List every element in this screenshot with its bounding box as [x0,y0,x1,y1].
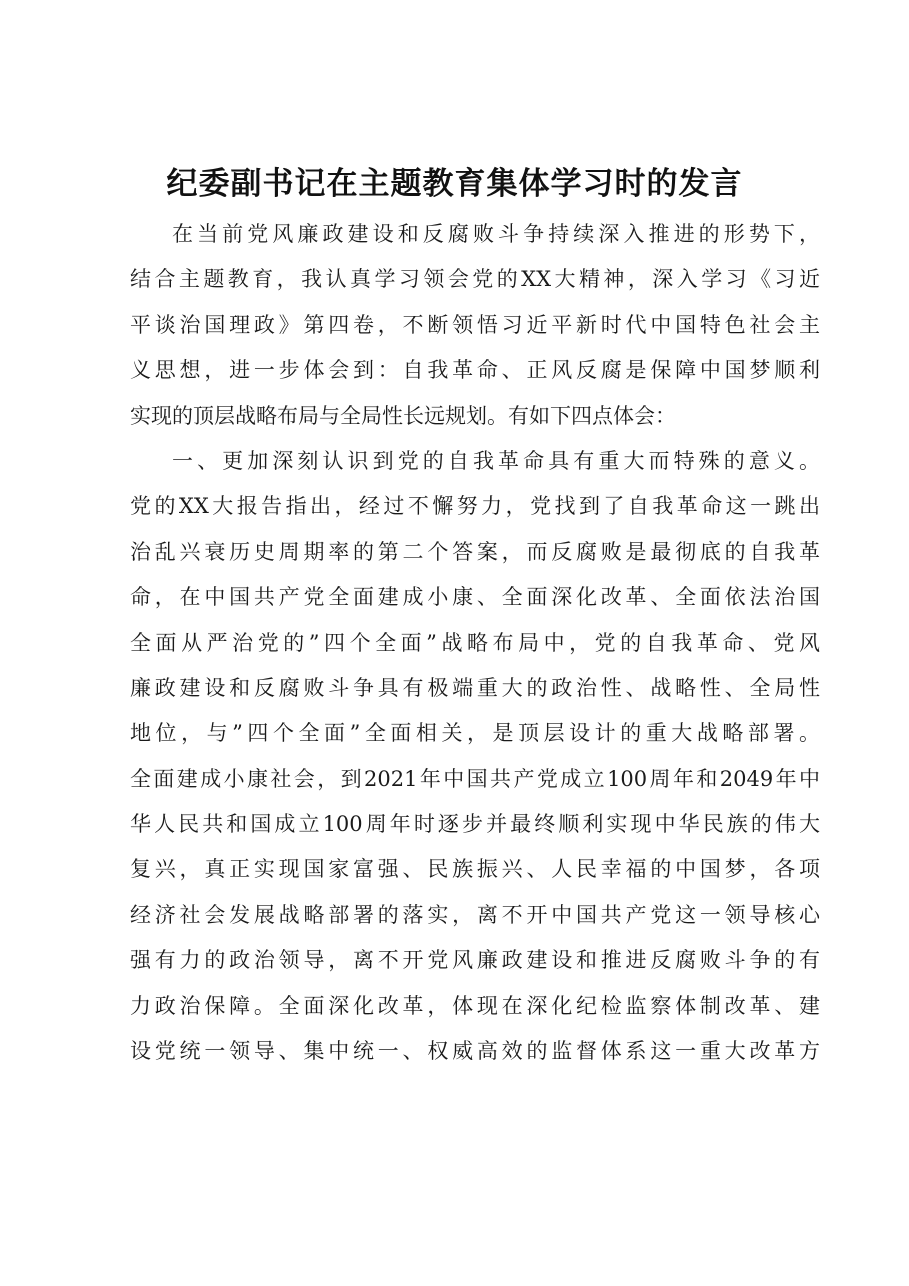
paragraph-line: 平谈治国理政》第四卷，不断领悟习近平新时代中国特色社会主 [130,312,820,337]
paragraph-line: 设党统一领导、集中统一、权威高效的监督体系这一重大改革方 [130,1039,820,1064]
paragraph-line: 一、更加深刻认识到党的自我革命具有重大而特殊的意义。 [172,448,820,473]
paragraph-line: 结合主题教育，我认真学习领会党的XX大精神，深入学习《习近 [130,267,820,292]
paragraph-line: 实现的顶层战略布局与全局性长远规划。有如下四点体会： [130,403,676,428]
paragraph-line: 命，在中国共产党全面建成小康、全面深化改革、全面依法治国 [130,585,820,610]
paragraph-line: 党的XX大报告指出，经过不懈努力，党找到了自我革命这一跳出 [130,494,820,519]
paragraph-line: 力政治保障。全面深化改革，体现在深化纪检监察体制改革、建 [130,993,820,1018]
paragraph-line: 治乱兴衰历史周期率的第二个答案，而反腐败是最彻底的自我革 [130,539,820,564]
paragraph-line: 地位，与”四个全面”全面相关，是顶层设计的重大战略部署。 [130,721,820,746]
paragraph-line: 全面从严治党的”四个全面”战略布局中，党的自我革命、党风 [130,630,820,655]
paragraph-line: 强有力的政治领导，离不开党风廉政建设和推进反腐败斗争的有 [130,948,820,973]
paragraph-line: 全面建成小康社会，到2021年中国共产党成立100周年和2049年中 [130,766,820,791]
document-title: 纪委副书记在主题教育集体学习时的发言 [166,166,743,202]
paragraph-line: 在当前党风廉政建设和反腐败斗争持续深入推进的形势下， [172,222,820,246]
document-body [130,212,820,1074]
paragraph-line: 经济社会发展战略部署的落实，离不开中国共产党这一领导核心 [130,902,820,927]
paragraph-line: 义思想，进一步体会到：自我革命、正风反腐是保障中国梦顺利 [130,358,820,383]
paragraph-line: 复兴，真正实现国家富强、民族振兴、人民幸福的中国梦，各项 [130,857,820,882]
paragraph-line: 廉政建设和反腐败斗争具有极端重大的政治性、战略性、全局性 [130,675,820,700]
paragraph-line: 华人民共和国成立100周年时逐步并最终顺利实现中华民族的伟大 [130,812,820,837]
